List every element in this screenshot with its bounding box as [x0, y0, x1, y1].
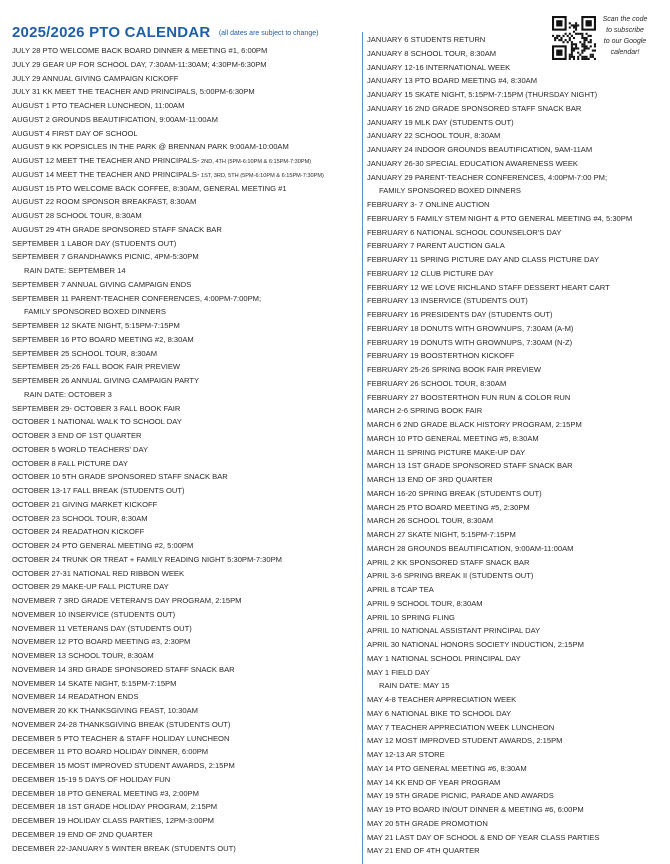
event-text: RAIN DATE: SEPTEMBER 14 [24, 266, 126, 275]
event-text: AUGUST 2 GROUNDS BEAUTIFICATION, 9:00AM-11:00AM [12, 114, 218, 124]
event-text: DECEMBER 15 MOST IMPROVED STUDENT AWARDS, 2:15PM [12, 761, 235, 770]
event-row [367, 74, 665, 88]
event-row [367, 336, 665, 350]
event-note: 1ST, 3RD, 5TH (5PM-6:10PM & 6:15PM-7:30PM) [199, 172, 324, 179]
event-text: FEBRUARY 12 CLUB PICTURE DAY [367, 268, 494, 278]
event-row [367, 569, 665, 583]
event-row [12, 690, 362, 704]
event-row [367, 528, 665, 542]
event-row [367, 556, 665, 570]
event-row [12, 525, 362, 539]
event-row [367, 487, 665, 501]
event-row [367, 501, 665, 515]
event-text: DECEMBER 18 PTO GENERAL MEETING #3, 2:00PM [12, 788, 199, 798]
event-row [367, 624, 665, 638]
event-row [12, 429, 362, 443]
event-row [367, 363, 665, 377]
event-row [367, 597, 665, 611]
event-text: AUGUST 28 SCHOOL TOUR, 8:30AM [12, 211, 142, 220]
event-row [12, 594, 362, 608]
event-text: MAY 19 5TH GRADE PICNIC, PARADE AND AWARDS [367, 791, 554, 801]
event-text: MAY 19 PTO BOARD IN/OUT DINNER & MEETING #6, 6:00PM [367, 805, 584, 814]
event-text: SEPTEMBER 25 SCHOOL TOUR, 8:30AM [12, 348, 158, 358]
event-row [367, 184, 665, 198]
qr-caption-line: Scan the code [602, 16, 648, 23]
event-row [367, 198, 665, 212]
event-text: RAIN DATE: OCTOBER 3 [24, 389, 112, 399]
column-divider [362, 32, 363, 864]
event-text: JANUARY 13 PTO BOARD MEETING #4, 8:30AM [367, 76, 538, 86]
event-row [12, 580, 362, 594]
event-text: AUGUST 4 FIRST DAY OF SCHOOL [12, 128, 138, 138]
event-row [12, 704, 362, 718]
event-row [367, 679, 665, 693]
event-row [12, 842, 362, 856]
event-text: APRIL 10 NATIONAL ASSISTANT PRINCIPAL DAY [367, 626, 541, 636]
event-text: FEBRUARY 7 PARENT AUCTION GALA [367, 241, 505, 251]
event-row [12, 278, 362, 292]
event-row [367, 748, 665, 762]
event-row [12, 553, 362, 567]
event-text: MARCH 10 PTO GENERAL MEETING #5, 8:30AM [367, 433, 539, 443]
event-text: SEPTEMBER 7 GRANDHAWKS PICNIC, 4PM-5:30PM [12, 252, 199, 262]
event-row [367, 129, 665, 143]
event-text: NOVEMBER 12 PTO BOARD MEETING #3, 2:30PM [12, 637, 191, 647]
event-text: DECEMBER 22-JANUARY 5 WINTER BREAK (STUDENTS OUT) [12, 843, 236, 853]
event-text: FEBRUARY 16 PRESIDENTS DAY (STUDENTS OUT) [367, 310, 553, 319]
event-row [12, 814, 362, 828]
event-text: JULY 28 PTO WELCOME BACK BOARD DINNER & MEETING #1, 6:00PM [12, 46, 268, 55]
event-row [12, 168, 362, 182]
event-row [367, 322, 665, 336]
event-text: SEPTEMBER 1 LABOR DAY (STUDENTS OUT) [12, 238, 177, 248]
event-note: 2ND, 4TH (5PM-6:10PM & 6:15PM-7:30PM) [199, 159, 312, 165]
event-row [12, 759, 362, 773]
event-row [367, 157, 665, 171]
event-text: NOVEMBER 13 SCHOOL TOUR, 8:30AM [12, 651, 154, 660]
event-row [367, 377, 665, 391]
event-row [367, 88, 665, 102]
events-column-left [12, 44, 362, 855]
event-text: OCTOBER 10 5TH GRADE SPONSORED STAFF SNACK BAR [12, 472, 228, 482]
event-text: SEPTEMBER 29- OCTOBER 3 FALL BOOK FAIR [12, 403, 181, 413]
event-text: MARCH 11 SPRING PICTURE MAKE-UP DAY [367, 447, 526, 457]
event-text: OCTOBER 1 NATIONAL WALK TO SCHOOL DAY [12, 417, 182, 427]
event-row [12, 677, 362, 691]
event-text: FEBRUARY 6 NATIONAL SCHOOL COUNSELOR'S DAY [367, 227, 562, 237]
event-text: MAY 21 LAST DAY OF SCHOOL & END OF YEAR CLASS PARTIES [367, 832, 600, 842]
event-row [367, 226, 665, 240]
event-text: JANUARY 6 STUDENTS RETURN [367, 35, 486, 44]
event-row [12, 415, 362, 429]
event-row [12, 484, 362, 498]
qr-caption-line: to our Google [603, 38, 647, 45]
page-subtitle: (all dates are subject to change) [218, 30, 319, 37]
event-row [12, 663, 362, 677]
event-row [367, 446, 665, 460]
event-text: DECEMBER 19 END OF 2ND QUARTER [12, 829, 153, 839]
event-row [12, 787, 362, 801]
event-row [367, 459, 665, 473]
event-text: NOVEMBER 7 3RD GRADE VETERAN'S DAY PROGRAM, 2:15PM [12, 596, 242, 605]
event-text: JANUARY 16 2ND GRADE SPONSORED STAFF SNACK BAR [367, 103, 582, 113]
event-row [367, 514, 665, 528]
event-text: MAY 6 NATIONAL BIKE TO SCHOOL DAY [367, 708, 512, 718]
event-text: JANUARY 12-16 INTERNATIONAL WEEK [367, 62, 511, 72]
event-text: AUGUST 9 KK POPSICLES IN THE PARK @ BRENNAN PARK 9:00AM-10:00AM [12, 142, 289, 152]
event-text: JULY 29 GEAR UP FOR SCHOOL DAY, 7:30AM-11:30AM; 4:30PM-6:30PM [12, 59, 267, 69]
event-text: AUGUST 15 PTO WELCOME BACK COFFEE, 8:30AM, GENERAL MEETING #1 [12, 183, 287, 193]
event-text: NOVEMBER 20 KK THANKSGIVING FEAST, 10:30AM [12, 706, 198, 715]
event-text: AUGUST 29 4TH GRADE SPONSORED STAFF SNACK BAR [12, 224, 222, 234]
event-text: MARCH 25 PTO BOARD MEETING #5, 2:30PM [367, 502, 530, 512]
event-row [367, 143, 665, 157]
event-row [12, 457, 362, 471]
event-row [367, 542, 665, 556]
event-row [367, 239, 665, 253]
event-row [367, 253, 665, 267]
event-row [12, 649, 362, 663]
event-row [367, 391, 665, 405]
event-row [367, 473, 665, 487]
event-row [367, 583, 665, 597]
event-row [12, 635, 362, 649]
event-row [367, 844, 665, 858]
event-text: MARCH 27 SKATE NIGHT, 5:15PM-7:15PM [367, 530, 516, 539]
event-text: FEBRUARY 13 INSERVICE (STUDENTS OUT) [367, 296, 528, 306]
event-text: AUGUST 1 PTO TEACHER LUNCHEON, 11:00AM [12, 101, 185, 110]
event-text: MAY 12 MOST IMPROVED STUDENT AWARDS, 2:15PM [367, 736, 563, 746]
event-row [12, 828, 362, 842]
event-row [12, 347, 362, 361]
event-row [12, 58, 362, 72]
event-row [367, 734, 665, 748]
event-row [367, 721, 665, 735]
event-text: MAY 20 5TH GRADE PROMOTION [367, 818, 488, 828]
event-text: AUGUST 14 MEET THE TEACHER AND PRINCIPALS- [12, 169, 200, 179]
event-row [367, 693, 665, 707]
event-text: OCTOBER 23 SCHOOL TOUR, 8:30AM [12, 513, 148, 523]
event-row [12, 773, 362, 787]
event-row [367, 267, 665, 281]
event-text: JANUARY 19 MLK DAY (STUDENTS OUT) [367, 117, 514, 127]
event-text: FEBRUARY 19 BOOSTERTHON KICKOFF [367, 351, 515, 361]
event-text: MAY 21 END OF 4TH QUARTER [367, 846, 480, 856]
event-row [367, 308, 665, 322]
event-text: NOVEMBER 14 READATHON ENDS [12, 692, 139, 702]
event-text: FEBRUARY 18 DONUTS WITH GROWNUPS, 7:30AM (A-M) [367, 323, 574, 333]
event-text: NOVEMBER 11 VETERANS DAY (STUDENTS OUT) [12, 623, 192, 633]
event-text: RAIN DATE: MAY 15 [379, 681, 450, 691]
event-text: MARCH 6 2ND GRADE BLACK HISTORY PROGRAM, 2:15PM [367, 420, 582, 429]
event-row [12, 402, 362, 416]
event-row [12, 608, 362, 622]
event-text: NOVEMBER 10 INSERVICE (STUDENTS OUT) [12, 609, 176, 619]
event-text: AUGUST 12 MEET THE TEACHER AND PRINCIPALS- [12, 156, 200, 165]
event-text: DECEMBER 5 PTO TEACHER & STAFF HOLIDAY LUNCHEON [12, 733, 230, 743]
event-row [12, 250, 362, 264]
event-row [12, 264, 362, 278]
event-text: MARCH 28 GROUNDS BEAUTIFICATION, 9:00AM-11:00AM [367, 543, 574, 553]
event-text: JANUARY 26-30 SPECIAL EDUCATION AWARENESS WEEK [367, 158, 578, 168]
event-row [367, 61, 665, 75]
event-text: OCTOBER 24 READATHON KICKOFF [12, 527, 145, 537]
event-row [12, 223, 362, 237]
event-text: JANUARY 8 SCHOOL TOUR, 8:30AM [367, 48, 497, 58]
event-text: FEBRUARY 25-26 SPRING BOOK FAIR PREVIEW [367, 365, 542, 374]
event-row [367, 762, 665, 776]
event-row [367, 789, 665, 803]
event-text: SEPTEMBER 25-26 FALL BOOK FAIR PREVIEW [12, 362, 181, 372]
event-row [367, 803, 665, 817]
event-row [367, 776, 665, 790]
event-row [367, 171, 665, 185]
event-row [12, 360, 362, 374]
event-text: MAY 14 PTO GENERAL MEETING #6, 8:30AM [367, 763, 527, 773]
event-text: APRIL 3-6 SPRING BREAK II (STUDENTS OUT) [367, 571, 534, 581]
event-row [12, 237, 362, 251]
event-text: FAMILY SPONSORED BOXED DINNERS [379, 186, 521, 196]
event-text: FEBRUARY 27 BOOSTERTHON FUN RUN & COLOR RUN [367, 392, 571, 402]
event-text: APRIL 30 NATIONAL HONORS SOCIETY INDUCTION, 2:15PM [367, 640, 584, 649]
event-text: FEBRUARY 3- 7 ONLINE AUCTION [367, 200, 490, 209]
event-row [12, 195, 362, 209]
event-text: OCTOBER 29 MAKE-UP FALL PICTURE DAY [12, 582, 169, 592]
event-row [367, 817, 665, 831]
event-row [12, 374, 362, 388]
qr-caption [598, 14, 652, 58]
event-row [12, 305, 362, 319]
event-text: JULY 31 KK MEET THE TEACHER AND PRINCIPALS, 5:00PM-6:30PM [12, 87, 255, 97]
qr-caption-line: calendar! [610, 49, 640, 56]
event-text: FEBRUARY 11 SPRING PICTURE DAY AND CLASS PICTURE DAY [367, 255, 600, 264]
event-row [367, 611, 665, 625]
event-row [367, 666, 665, 680]
calendar-header [12, 24, 362, 44]
event-row [12, 388, 362, 402]
event-text: AUGUST 22 ROOM SPONSOR BREAKFAST, 8:30AM [12, 197, 197, 207]
event-text: MAY 14 KK END OF YEAR PROGRAM [367, 777, 501, 787]
event-row [12, 470, 362, 484]
event-text: MARCH 16-20 SPRING BREAK (STUDENTS OUT) [367, 488, 542, 498]
event-row [12, 800, 362, 814]
event-text: MARCH 26 SCHOOL TOUR, 8:30AM [367, 516, 494, 526]
event-row [12, 44, 362, 58]
event-row [12, 745, 362, 759]
event-text: MARCH 13 END OF 3RD QUARTER [367, 475, 493, 484]
event-row [367, 102, 665, 116]
event-text: APRIL 10 SPRING FLING [367, 612, 455, 622]
event-row [12, 154, 362, 168]
event-row [12, 182, 362, 196]
event-text: MAY 1 NATIONAL SCHOOL PRINCIPAL DAY [367, 653, 521, 663]
event-text: SEPTEMBER 12 SKATE NIGHT, 5:15PM-7:15PM [12, 321, 180, 330]
event-text: SEPTEMBER 7 ANNUAL GIVING CAMPAIGN ENDS [12, 279, 192, 289]
events-column-right [367, 33, 665, 858]
event-text: FAMILY SPONSORED BOXED DINNERS [24, 307, 166, 317]
event-text: MAY 4-8 TEACHER APPRECIATION WEEK [367, 695, 517, 704]
event-text: APRIL 2 KK SPONSORED STAFF SNACK BAR [367, 557, 530, 567]
event-row [12, 319, 362, 333]
event-text: FEBRUARY 5 FAMILY STEM NIGHT & PTO GENERAL MEETING #4, 5:30PM [367, 213, 633, 223]
event-text: MAY 7 TEACHER APPRECIATION WEEK LUNCHEON [367, 722, 555, 732]
event-row [367, 404, 665, 418]
event-text: MAY 12-13 AR STORE [367, 750, 445, 759]
event-text: OCTOBER 24 TRUNK OR TREAT + FAMILY READING NIGHT 5:30PM-7:30PM [12, 554, 283, 564]
event-text: APRIL 9 SCHOOL TOUR, 8:30AM [367, 598, 483, 608]
event-row [12, 567, 362, 581]
qr-code-icon[interactable] [552, 16, 596, 60]
event-row [367, 116, 665, 130]
event-row [12, 622, 362, 636]
event-row [12, 99, 362, 113]
event-text: OCTOBER 27-31 NATIONAL RED RIBBON WEEK [12, 568, 185, 578]
event-text: NOVEMBER 14 SKATE NIGHT, 5:15PM-7:15PM [12, 678, 177, 688]
event-row [12, 333, 362, 347]
event-row [367, 652, 665, 666]
event-row [12, 732, 362, 746]
event-text: DECEMBER 19 HOLIDAY CLASS PARTIES, 12PM-3:00PM [12, 816, 215, 825]
event-text: OCTOBER 21 GIVING MARKET KICKOFF [12, 499, 158, 509]
event-text: OCTOBER 24 PTO GENERAL MEETING #2, 5:00PM [12, 541, 194, 550]
event-row [367, 638, 665, 652]
event-text: SEPTEMBER 26 ANNUAL GIVING CAMPAIGN PARTY [12, 376, 200, 385]
event-row [367, 418, 665, 432]
event-row [12, 512, 362, 526]
event-text: OCTOBER 8 FALL PICTURE DAY [12, 458, 128, 468]
event-text: SEPTEMBER 16 PTO BOARD MEETING #2, 8:30AM [12, 334, 194, 344]
event-row [367, 707, 665, 721]
event-text: APRIL 8 TCAP TEA [367, 585, 434, 594]
event-text: OCTOBER 5 WORLD TEACHERS' DAY [12, 444, 149, 454]
event-row [367, 294, 665, 308]
event-text: JANUARY 24 INDOOR GROUNDS BEAUTIFICATION, 9AM-11AM [367, 145, 593, 154]
event-text: FEBRUARY 12 WE LOVE RICHLAND STAFF DESSERT HEART CART [367, 282, 610, 292]
event-row [12, 127, 362, 141]
event-row [367, 349, 665, 363]
event-row [12, 85, 362, 99]
event-row [12, 140, 362, 154]
event-text: OCTOBER 13-17 FALL BREAK (STUDENTS OUT) [12, 486, 185, 495]
event-text: MARCH 13 1ST GRADE SPONSORED STAFF SNACK BAR [367, 461, 573, 471]
event-text: SEPTEMBER 11 PARENT-TEACHER CONFERENCES, 4:00PM-7:00PM; [12, 293, 262, 303]
event-text: DECEMBER 18 1ST GRADE HOLIDAY PROGRAM, 2:15PM [12, 802, 218, 812]
event-text: JANUARY 22 SCHOOL TOUR, 8:30AM [367, 131, 501, 141]
event-row [367, 212, 665, 226]
event-row [12, 72, 362, 86]
event-row [367, 281, 665, 295]
event-text: DECEMBER 11 PTO BOARD HOLIDAY DINNER, 6:00PM [12, 747, 209, 757]
event-text: NOVEMBER 24-28 THANKSGIVING BREAK (STUDENTS OUT) [12, 719, 231, 729]
event-text: JULY 29 ANNUAL GIVING CAMPAIGN KICKOFF [12, 73, 179, 83]
event-row [367, 432, 665, 446]
event-row [12, 209, 362, 223]
event-text: NOVEMBER 14 3RD GRADE SPONSORED STAFF SNACK BAR [12, 664, 235, 674]
event-text: FEBRUARY 26 SCHOOL TOUR, 8:30AM [367, 378, 507, 388]
event-text: OCTOBER 3 END OF 1ST QUARTER [12, 431, 142, 440]
event-row [12, 718, 362, 732]
event-text: FEBRUARY 19 DONUTS WITH GROWNUPS, 7:30AM (N-Z) [367, 337, 573, 347]
event-text: MAY 1 FIELD DAY [367, 667, 430, 677]
event-text: JANUARY 15 SKATE NIGHT, 5:15PM-7:15PM (THURSDAY NIGHT) [367, 90, 598, 99]
event-row [12, 539, 362, 553]
event-row [367, 831, 665, 845]
qr-caption-line: to subscribe [606, 27, 644, 34]
event-text: MARCH 2-6 SPRING BOOK FAIR [367, 406, 483, 416]
event-row [12, 443, 362, 457]
event-text: JANUARY 29 PARENT-TEACHER CONFERENCES, 4:00PM-7:00 PM; [367, 172, 608, 182]
event-row [12, 292, 362, 306]
page-title: 2025/2026 PTO CALENDAR [12, 24, 211, 41]
event-row [12, 113, 362, 127]
event-row [12, 498, 362, 512]
event-text: DECEMBER 15-19 5 DAYS OF HOLIDAY FUN [12, 774, 171, 784]
